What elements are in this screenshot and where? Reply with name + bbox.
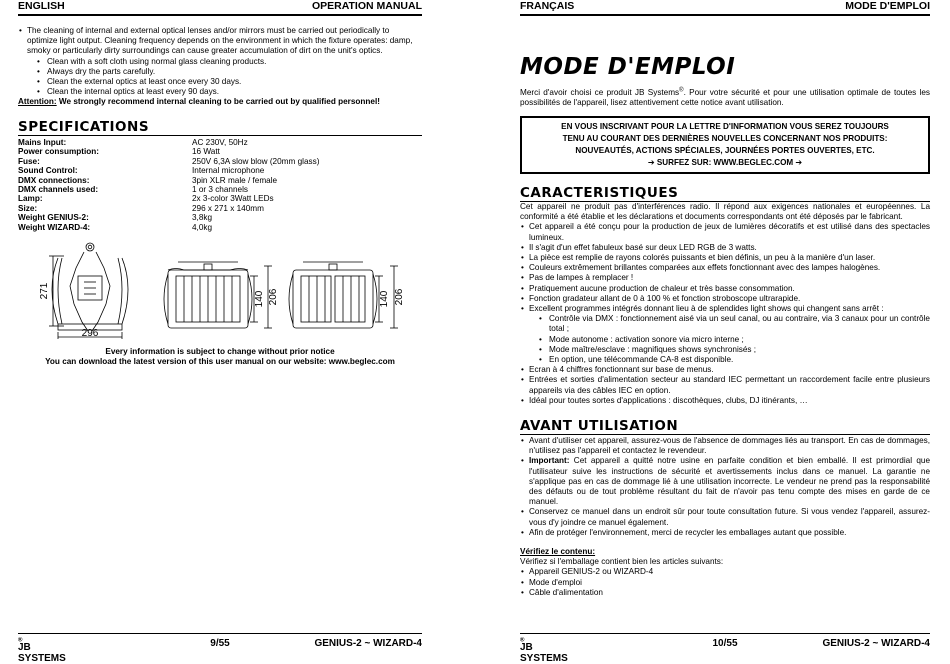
- caracteristiques-heading: CARACTERISTIQUES: [520, 185, 930, 202]
- specifications-heading: SPECIFICATIONS: [18, 119, 422, 136]
- header-language: FRANÇAIS: [520, 0, 575, 12]
- spec-row: [18, 157, 422, 166]
- list-item: • Il s'agit d'un effet fabuleux basé sur deux LED RGB de 3 watts.: [520, 243, 930, 253]
- list-item: [520, 456, 930, 507]
- spec-key: Fuse:: [18, 156, 40, 166]
- cleaning-intro: • The cleaning of internal and external optical lenses and/or mirrors must be carried out periodically to optimize light output. Cleaning frequency depends on the environment in which the fixture operates: damp, smoky or particularly dirty surroundings can cause greater accumulation of dirt on the unit's optics.: [18, 26, 422, 57]
- caracteristiques-section: [520, 202, 930, 406]
- list-item: • Excellent programmes intégrés donnant lieu à de splendides light shows qui changent sans arrêt :: [520, 304, 930, 314]
- specifications-table: [18, 138, 422, 232]
- spec-value: 1 or 3 channels: [192, 185, 248, 195]
- newsletter-box: [520, 116, 930, 174]
- spec-value: 250V 6,3A slow blow (20mm glass): [192, 156, 320, 166]
- list-item: • Afin de protéger l'environnement, merci de recycler les emballages autant que possible.: [520, 528, 930, 538]
- attention-label: Attention:: [18, 97, 57, 107]
- list-item: • En option, une télécommande CA-8 est disponible.: [520, 355, 930, 365]
- spec-key: Power consumption:: [18, 147, 99, 157]
- spec-row: [18, 213, 422, 222]
- intro-text-b: . Pour votre sécurité et pour une utilisation optimale de toutes les possibilités de l'appareil, lisez attentivement cette notice avant utilisation.: [520, 88, 930, 108]
- list-item: • Cet appareil a été conçu pour la production de jeux de lumières décoratifs et est utilisé dans des spectacles lumineux.: [520, 222, 930, 242]
- front-view: [49, 243, 128, 339]
- list-item: • Idéal pour toutes sortes d'applications : discothèques, clubs, DJ itinérants, …: [520, 396, 930, 406]
- page-footer: [520, 633, 930, 664]
- spec-value: 296 x 271 x 140mm: [192, 203, 264, 213]
- list-item: • Always dry the parts carefully.: [18, 67, 422, 77]
- list-item: • Clean with a soft cloth using normal glass cleaning products.: [18, 57, 422, 67]
- list-item: • La pièce est remplie de rayons colorés puissants et bien définis, un peu à la manière d'un laser.: [520, 253, 930, 263]
- spec-value: Internal microphone: [192, 166, 265, 176]
- website-notice: You can download the latest version of this user manual on our website: www.beglec.com: [45, 357, 395, 367]
- spec-row: [18, 223, 422, 232]
- list-item: • Entrées et sorties d'alimentation secteur au standard IEC permettant un raccordement facile entre plusieurs appareils via des câbles IEC en option.: [520, 375, 930, 395]
- spec-key: DMX connections:: [18, 175, 90, 185]
- intro-text-a: Merci d'avoir choisi ce produit JB Systems: [520, 88, 680, 97]
- registered-mark: ®: [520, 637, 525, 644]
- footer-brand: [520, 637, 568, 664]
- dim-296-label: 296: [81, 328, 99, 339]
- spec-value: 16 Watt: [192, 147, 220, 157]
- page-header: [18, 0, 422, 16]
- spec-value: 3pin XLR male / female: [192, 175, 278, 185]
- contenu-heading: Vérifiez le contenu:: [520, 547, 596, 556]
- left-page: [18, 0, 422, 664]
- list-item: • Pratiquement aucune production de chaleur et très basse consommation.: [520, 284, 930, 294]
- spec-key: Sound Control:: [18, 166, 78, 176]
- spec-key: Mains Input:: [18, 138, 67, 147]
- newsletter-line: EN VOUS INSCRIVANT POUR LA LETTRE D'INFORMATION VOUS SEREZ TOUJOURS: [561, 122, 889, 131]
- right-page: [520, 0, 930, 664]
- dim-140-label: 140: [379, 290, 390, 308]
- list-item: • Mode maître/esclave : magnifiques shows synchronisés ;: [520, 345, 930, 355]
- spec-row: [18, 166, 422, 175]
- footer-model: GENIUS-2 ~ WIZARD-4: [822, 638, 930, 649]
- header-manual-title: OPERATION MANUAL: [311, 0, 422, 12]
- spec-value: AC 230V, 50Hz: [192, 138, 248, 147]
- list-item: • Contrôle via DMX : fonctionnement aisé via un seul canal, ou au contraire, via 3 canaux pour un contrôle total ;: [520, 314, 930, 334]
- attention-note: [18, 97, 422, 107]
- list-item: • Mode d'emploi: [520, 578, 930, 588]
- registered-mark: ®: [679, 87, 684, 94]
- important-text: Cet appareil a quitté notre usine en parfaite condition et bien emballé. Il est primordial que l'utilisateur suive les instructions de sécurité et avertissements inclus dans ce manuel. La garantie ne s'applique pas en cas de dommage lié à une utilisation incorrecte. Le vendeur ne prend pas la responsabilité des défauts ou de tout problème résultant du fait de n'avoir pas tenu compte des mises en garde de ce manuel.: [529, 456, 930, 507]
- list-item: • Avant d'utiliser cet appareil, assurez-vous de l'absence de dommages liés au transport. En cas de dommages, n'utilisez pas l'appareil et contactez le revendeur.: [520, 436, 930, 456]
- page-number: 10/55: [712, 638, 738, 649]
- spec-key: DMX channels used:: [18, 185, 99, 195]
- dim-206-label: 206: [394, 288, 405, 306]
- spec-row: [18, 176, 422, 185]
- dimension-drawing: [18, 238, 422, 342]
- cleaning-section: [18, 26, 422, 108]
- avant-utilisation-section: [520, 436, 930, 538]
- list-item: • Couleurs extrêmement brillantes comparées aux effets fonctionnant avec des lampes halogènes.: [520, 263, 930, 273]
- contenu-intro: Vérifiez si l'emballage contient bien les articles suivants:: [520, 557, 724, 567]
- intro-paragraph: [520, 88, 930, 108]
- brand-name: JB SYSTEMS: [520, 642, 568, 664]
- spec-row: [18, 138, 422, 147]
- spec-value: 4,0kg: [192, 222, 213, 232]
- avant-utilisation-heading: AVANT UTILISATION: [520, 418, 930, 435]
- list-item: • Pas de lampes à remplacer !: [520, 273, 930, 283]
- spec-value: 3,8kg: [192, 213, 213, 223]
- list-item: • Ecran à 4 chiffres fonctionnant sur base de menus.: [520, 365, 930, 375]
- spec-value: 2x 3-color 3Watt LEDs: [192, 194, 274, 204]
- dim-271-label: 271: [39, 282, 50, 300]
- footer-model: GENIUS-2 ~ WIZARD-4: [314, 638, 422, 649]
- attention-text: We strongly recommend internal cleaning to be carried out by qualified personnel!: [56, 97, 380, 107]
- newsletter-line: NOUVEAUTÉS, ACTIONS SPÉCIALES, JOURNÉES PORTES OUVERTES, ETC.: [575, 146, 875, 155]
- contenu-section: [520, 547, 930, 598]
- spec-row: [18, 204, 422, 213]
- download-notice: [18, 347, 422, 368]
- page-title: MODE D'EMPLOI: [520, 54, 736, 80]
- footer-brand: [18, 637, 66, 664]
- dim-206-label: 206: [268, 288, 279, 306]
- header-manual-title: MODE D'EMPLOI: [845, 0, 930, 12]
- spec-key: Weight GENIUS-2:: [18, 213, 89, 223]
- page-number: 9/55: [210, 638, 230, 649]
- newsletter-line: TENU AU COURANT DES DERNIÈRES NOUVELLES CONCERNANT NOS PRODUITS:: [562, 134, 888, 143]
- spec-row: [18, 194, 422, 203]
- list-item: • Conservez ce manuel dans un endroit sûr pour toute consultation future. Si vous vendez l'appareil, assurez-vous d'y joindre ce manuel également.: [520, 507, 930, 527]
- spec-key: Size:: [18, 203, 38, 213]
- change-notice: Every information is subject to change without prior notice: [105, 347, 335, 356]
- spec-key: Lamp:: [18, 194, 43, 204]
- caracteristiques-intro: Cet appareil ne produit pas d'interférences radio. Il répond aux exigences nationales et européennes. La conformité a été établie et les déclarations et documents correspondants ont été déposés par le fabricant.: [520, 202, 930, 222]
- page-footer: [18, 633, 422, 664]
- dim-140-label: 140: [254, 290, 265, 308]
- list-item: • Appareil GENIUS-2 ou WIZARD-4: [520, 567, 930, 577]
- page-header: [520, 0, 930, 16]
- list-item: • Fonction gradateur allant de 0 à 100 % et fonction stroboscope ultrarapide.: [520, 294, 930, 304]
- header-language: ENGLISH: [18, 0, 65, 12]
- important-label: Important:: [529, 456, 570, 466]
- spec-key: Weight WIZARD-4:: [18, 222, 91, 232]
- spec-row: [18, 185, 422, 194]
- registered-mark: ®: [18, 637, 23, 644]
- brand-name: JB SYSTEMS: [18, 642, 66, 664]
- list-item: • Câble d'alimentation: [520, 588, 930, 598]
- spec-row: [18, 147, 422, 156]
- list-item: • Clean the internal optics at least every 90 days.: [18, 87, 422, 97]
- list-item: • Mode autonome : activation sonore via micro interne ;: [520, 335, 930, 345]
- list-item: • Clean the external optics at least once every 30 days.: [18, 77, 422, 87]
- newsletter-link[interactable]: ➔ SURFEZ SUR: WWW.BEGLEC.COM ➔: [647, 158, 803, 167]
